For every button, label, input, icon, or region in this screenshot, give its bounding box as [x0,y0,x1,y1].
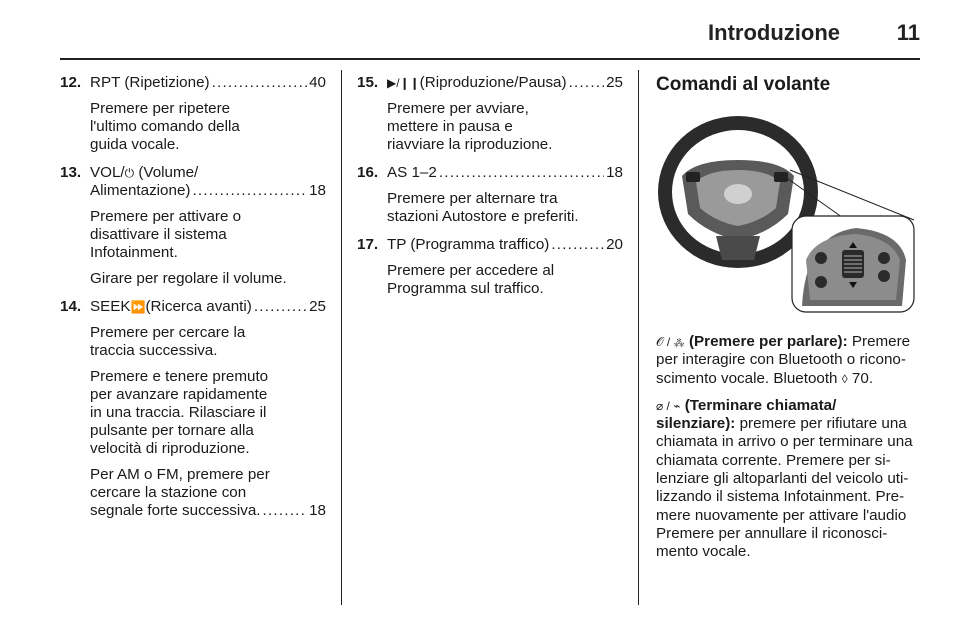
page-header [60,18,920,58]
page-reference: 70. [851,369,874,387]
section-title: Comandi al volante [656,74,831,95]
entry-label: (Volume/ [134,164,199,181]
text-line: stazioni Autostore e preferiti. [387,208,579,225]
entry-number: 16. [357,164,379,181]
dot-leader [569,74,605,92]
play-pause-icon: ▶/❙❙ [387,76,420,90]
dot-leader [254,298,307,316]
column-2 [357,74,623,308]
entry-heading [387,164,623,182]
text-line: Premere [847,333,911,350]
push-to-talk-label: (Premere per parlare): [688,333,848,350]
text-line: cercare la stazione con [90,484,247,501]
entry-label: AS 1–2 [387,164,437,181]
dot-leader [263,502,308,520]
dot-leader [439,164,604,182]
text-line: pulsante per tornare alla [90,422,254,439]
text-line: Premere per accedere al [387,262,555,279]
push-to-talk-description [656,333,922,388]
page-reference: 18 [309,502,326,519]
text-line: premere per rifiutare una [735,415,907,433]
end-call-mute-label: silenziare): [656,415,736,433]
text-line: disattivare il sistema [90,226,227,243]
entry-number: 15. [357,74,379,91]
text-line: lenziare gli altoparlanti del veicolo uti- [656,470,909,488]
text-line: lizzando il sistema Infotainment. Pre- [656,488,905,506]
entry-heading-line-1 [90,164,326,182]
text-line: riavviare la riproduzione. [387,136,553,153]
text-line: chiamata in arrivo o per terminare una [656,433,913,451]
page-reference: 25 [309,298,326,315]
seek-forward-icon: ⏩ [130,300,146,314]
text-line: Girare per regolare il volume. [90,270,287,287]
text-line: Premere per cercare la [90,324,246,341]
steering-controls-description [656,333,922,562]
push-to-talk-icon: 𝒪 / ⁂ [656,335,685,349]
entry-description [387,100,623,154]
page-number: 11 [896,20,920,45]
entry-description [387,262,623,298]
entry-15 [357,74,623,154]
text-line: Premere e tenere premuto [90,368,269,385]
text-line: Premere per attivare o [90,208,242,225]
text-line: mere nuovamente per attivare l'audio [656,506,907,524]
text-line: Premere per alternare tra [387,190,558,207]
page-reference: 18 [606,164,623,181]
column-3 [656,74,922,571]
text-line: Premere per ripetere [90,100,231,117]
entry-number: 17. [357,236,379,253]
steering-wheel-icon [656,110,918,315]
column-divider-2 [638,70,639,605]
entry-number: 14. [60,298,82,315]
column-divider-1 [341,70,342,605]
page-reference: 25 [606,74,623,91]
text-line: in una traccia. Rilasciare il [90,404,267,421]
entry-label: (Riproduzione/Pausa) [419,74,567,91]
entry-description [90,208,326,262]
text-line: Per AM o FM, premere per [90,466,270,483]
entry-14 [60,298,326,520]
entry-description [90,324,326,360]
entry-label: RPT (Ripetizione) [90,74,210,91]
entry-label: (Ricerca avanti) [145,298,252,315]
end-call-mute-icon: ⌀ / ⌁ [656,398,681,413]
page-reference: 20 [606,236,623,253]
page-reference: 18 [309,182,326,199]
end-call-mute-label: (Terminare chiamata/ [684,396,837,414]
entry-description [90,466,326,520]
entry-heading [90,502,326,520]
entry-description [90,270,326,288]
text-line: chiamata corrente. Premere per si- [656,451,891,469]
dot-leader [212,74,308,92]
text-line: mettere in pausa e [387,118,513,135]
page-title: Introduzione [708,20,840,45]
entry-heading [90,74,326,92]
entry-label: Alimentazione) [90,182,191,199]
text-line: l'ultimo comando della [90,118,240,135]
text-line: scimento vocale. Bluetooth [656,369,838,387]
text-line [656,415,922,433]
entry-heading [387,74,623,92]
text-line: guida vocale. [90,136,180,153]
text-line: Premere per avviare, [387,100,529,117]
header-rule [60,58,920,60]
text-line: Infotainment. [90,244,178,261]
entry-description [387,190,623,226]
text-line: per interagire con Bluetooth o ricono- [656,351,906,369]
entry-13 [60,164,326,288]
entry-label: SEEK [90,298,131,315]
text-line: per avanzare rapidamente [90,386,268,403]
entry-16 [357,164,623,226]
entry-number: 13. [60,164,82,181]
text-line: segnale forte successiva. [90,502,261,519]
entry-heading [90,182,326,200]
page-reference-icon: ◊ [841,371,848,386]
end-call-mute-description [656,397,922,562]
entry-17 [357,236,623,298]
text-line: Premere per annullare il riconosci- [656,524,888,542]
entry-label: TP (Programma traffico) [387,236,550,253]
column-1 [60,74,326,530]
text-line: mento vocale. [656,543,751,561]
power-icon: ⏻ [124,166,135,180]
entry-12 [60,74,326,154]
entry-description [90,368,326,458]
page-reference: 40 [309,74,326,91]
entry-label: VOL/ [90,164,125,181]
entry-heading [90,298,326,316]
text-line: velocità di riproduzione. [90,440,250,457]
dot-leader [551,236,604,254]
entry-heading [387,236,623,254]
steering-wheel-figure [656,110,918,315]
text-line: Programma sul traffico. [387,280,544,297]
text-line: traccia successiva. [90,342,218,359]
entry-number: 12. [60,74,82,91]
dot-leader [192,182,307,200]
entry-description [90,100,326,154]
